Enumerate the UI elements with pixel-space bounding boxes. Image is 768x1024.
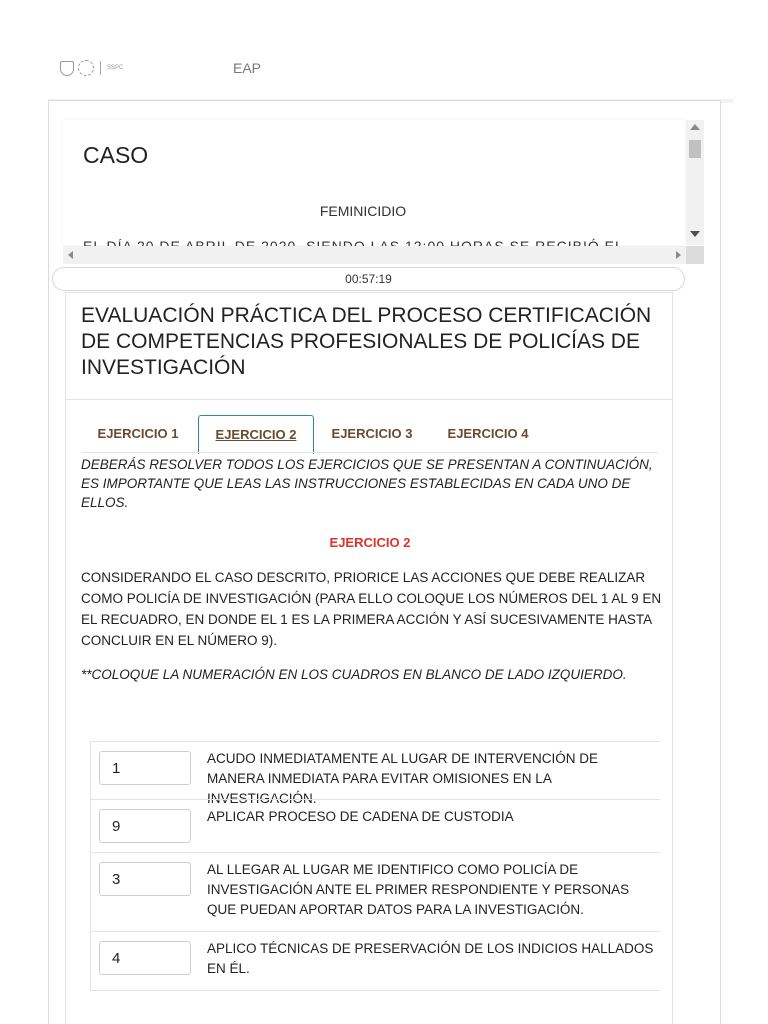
action-text: ACUDO INMEDIATAMENTE AL LUGAR DE INTERVENCIÓN DE MANERA INMEDIATA PARA EVITAR OMISIONES EN LA INVESTIGACIÓN. [207,751,599,806]
priority-input[interactable] [99,751,191,785]
exercise-tabs [82,415,674,453]
tab-ejercicio-3[interactable]: EJERCICIO 3 [331,426,413,441]
case-horizontal-scrollbar[interactable] [63,246,686,264]
priority-input[interactable] [99,862,191,896]
case-subtitle: FEMINICIDIO [319,203,407,219]
scroll-right-arrow-icon[interactable] [676,251,681,259]
action-text: APLICAR PROCESO DE CADENA DE CUSTODIA [207,809,514,824]
exercise-heading: EJERCICIO 2 [329,535,411,550]
list-item [90,931,660,991]
scroll-up-arrow-icon[interactable] [690,124,700,130]
evaluation-title: EVALUACIÓN PRÁCTICA DEL PROCESO CERTIFICACIÓN DE COMPETENCIAS PROFESIONALES DE POLICÍAS DE INVESTIGACIÓN [81,304,652,379]
scroll-down-arrow-icon[interactable] [690,231,700,237]
case-vertical-scrollbar[interactable] [686,120,704,245]
app-title: EAP [233,60,262,76]
tabs-divider [82,452,658,453]
app-header [0,0,768,100]
priority-list [90,741,660,991]
action-text: APLICO TÉCNICAS DE PRESERVACIÓN DE LOS INDICIOS HALLADOS EN ÉL. [207,941,654,976]
title-divider [66,399,672,400]
countdown-timer: 00:57:19 [52,267,685,291]
exercise-note: **COLOQUE LA NUMERACIÓN EN LOS CUADROS EN BLANCO DE LADO IZQUIERDO. [81,667,627,682]
scroll-left-arrow-icon[interactable] [68,251,73,259]
scroll-thumb[interactable] [689,140,701,158]
priority-input[interactable] [99,941,191,975]
list-item [90,852,660,931]
tab-ejercicio-4[interactable]: EJERCICIO 4 [447,426,529,441]
exercise-description: CONSIDERANDO EL CASO DESCRITO, PRIORICE LAS ACCIONES QUE DEBE REALIZAR COMO POLICÍA DE INVESTIGACIÓN (PARA ELLO COLOQUE LOS NÚMEROS DEL 1 AL 9 EN EL RECUADRO, EN DONDE EL 1 ES LA PRIMERA ACCIÓN Y ASÍ SUCESIVAMENTE HASTA CONCLUIR EN EL NÚMERO 9). [81,570,662,648]
institution-logos [60,60,123,76]
logo-text: SSPC [107,65,124,71]
evaluation-card [65,292,673,1024]
action-text: AL LLEGAR AL LUGAR ME IDENTIFICO COMO POLICÍA DE INVESTIGACIÓN ANTE EL PRIMER RESPONDIENTE Y PERSONAS QUE PUEDAN APORTAR DATOS PARA LA INVESTIGACIÓN. [207,862,630,917]
logo-divider [100,61,101,75]
tab-ejercicio-2[interactable]: EJERCICIO 2 [198,415,314,454]
case-panel[interactable] [63,120,685,245]
case-title: CASO [83,142,149,168]
tab-ejercicio-1[interactable]: EJERCICIO 1 [97,426,179,441]
list-item [90,741,660,806]
list-item [90,799,660,852]
shield-logo-icon [60,61,74,76]
seal-logo-icon [78,60,94,76]
priority-input[interactable] [99,809,191,843]
scrollbar-corner [686,246,704,264]
general-instructions: DEBERÁS RESOLVER TODOS LOS EJERCICIOS QUE SE PRESENTAN A CONTINUACIÓN, ES IMPORTANTE QUE LEAS LAS INSTRUCCIONES ESTABLECIDAS EN CADA UNO DE ELLOS. [81,457,653,510]
